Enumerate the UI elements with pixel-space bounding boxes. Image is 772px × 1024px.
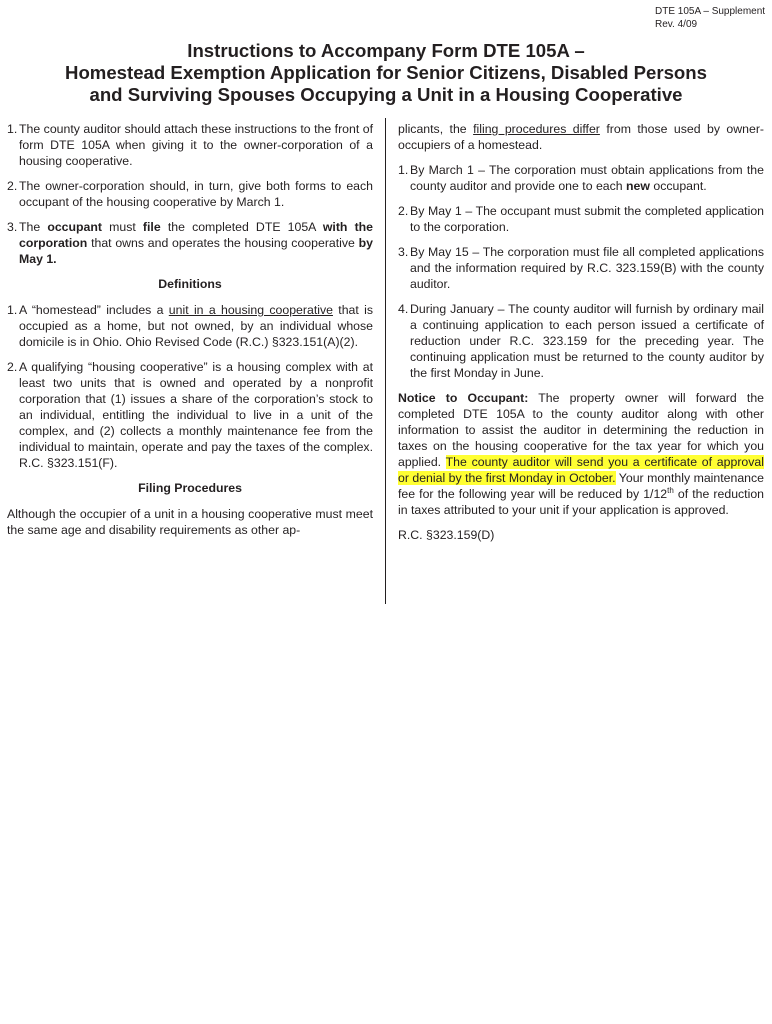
definitions-heading: Definitions	[158, 277, 222, 291]
item-text-bold: occupant	[47, 220, 102, 234]
item-text: that owns and operates the housing cooperative	[87, 236, 359, 250]
filing-procedures-heading: Filing Procedures	[138, 481, 242, 495]
definition-item	[7, 302, 373, 350]
ordinal-superscript: th	[667, 485, 674, 495]
highlighted-text: The county auditor will send you a certificate of approval or denial by the first Monday in October.	[398, 455, 764, 485]
filing-step	[398, 301, 764, 381]
item-number: 1.	[398, 163, 409, 177]
item-number: 2.	[7, 179, 18, 193]
revision-date: Rev. 4/09	[655, 19, 698, 30]
item-number: 4.	[398, 302, 409, 316]
item-text: By March 1 – The corporation must obtain applications from the county auditor and provide one to each	[410, 163, 764, 193]
form-id: DTE 105A – Supplement	[655, 6, 766, 17]
item-text: By May 1 – The occupant must submit the completed application to the corporation.	[410, 204, 764, 234]
item-text: The	[19, 220, 48, 234]
instruction-item	[7, 178, 373, 210]
item-text-bold: with the corporation	[19, 220, 374, 250]
form-header-meta	[655, 5, 765, 31]
instruction-item	[7, 121, 373, 169]
left-column	[7, 121, 373, 547]
definition-item	[7, 359, 373, 471]
title-line-2: Homestead Exemption Application for Senior Citizens, Disabled Persons	[65, 62, 707, 83]
filing-step	[398, 162, 764, 194]
paragraph-text: from those used by owner-occupiers of a homestead.	[398, 122, 765, 152]
item-number: 2.	[7, 360, 18, 374]
item-number: 1.	[7, 303, 18, 317]
item-number: 2.	[398, 204, 409, 218]
filing-step	[398, 244, 764, 292]
item-text-bold: file	[142, 220, 161, 234]
item-text: A qualifying “housing cooperative” is a housing complex with at least two units that is owned and operated by a nonprofit corporation that (1) issues a share of the corporation’s stock to an individual, entitling the individual to live in a unit of the complex, and (2) collects a monthly maintenance fee from the individual to maintain, operate and pay the taxes of the complex. R.C. §323.151(F).	[19, 360, 373, 470]
item-text: During January – The county auditor will furnish by ordinary mail a continuing application to each person issued a certificate of reduction under R.C. 323.159 for the preceding year. The continuing application must be returned to the county auditor by the first Monday in June.	[410, 302, 764, 380]
notice-text: of the reduction in taxes attributed to your unit if your application is approved.	[398, 487, 765, 517]
notice-text: Your monthly maintenance fee for the following year will be reduced by 1/12	[398, 471, 765, 501]
item-text: must	[102, 220, 143, 234]
column-divider	[385, 118, 386, 604]
item-text: The county auditor should attach these instructions to the front of form DTE 105A when giving it to the owner-corporation of a housing cooperative.	[19, 122, 373, 168]
instruction-item	[7, 219, 373, 267]
notice-to-occupant	[398, 390, 764, 518]
filing-intro: Although the occupier of a unit in a housing cooperative must meet the same age and disability requirements as other ap-	[7, 507, 373, 537]
filing-intro-continued	[398, 121, 764, 153]
item-text: A “homestead” includes a	[19, 303, 169, 317]
item-text: occupant.	[649, 179, 707, 193]
notice-label: Notice to Occupant:	[398, 391, 529, 405]
item-number: 3.	[398, 245, 409, 259]
page-title	[0, 40, 772, 106]
item-text: that is occupied as a home, but not owned, by an individual whose domicile is in Ohio. Ohio Revised Code (R.C.) §323.151(A)(2).	[19, 303, 373, 349]
item-text-bold: by May 1.	[19, 236, 373, 266]
item-number: 3.	[7, 220, 18, 234]
item-text: By May 15 – The corporation must file all completed applications and the information required by R.C. 323.159(B) with the county auditor.	[410, 245, 764, 291]
title-line-1: Instructions to Accompany Form DTE 105A –	[187, 40, 585, 61]
title-line-3: and Surviving Spouses Occupying a Unit in a Housing Cooperative	[89, 84, 683, 105]
item-text-bold: new	[626, 179, 650, 193]
item-text: The owner-corporation should, in turn, give both forms to each occupant of the housing cooperative by March 1.	[19, 179, 373, 209]
right-column	[398, 121, 764, 552]
citation: R.C. §323.159(D)	[398, 528, 495, 542]
filing-step	[398, 203, 764, 235]
item-number: 1.	[7, 122, 18, 136]
paragraph-text-underlined: filing procedures differ	[473, 122, 600, 136]
item-text-underlined: unit in a housing cooperative	[168, 303, 333, 317]
item-text: the completed DTE 105A	[160, 220, 323, 234]
paragraph-text: plicants, the	[398, 122, 474, 136]
notice-text: The property owner will forward the completed DTE 105A to the county auditor along with other information to assist the auditor in determining the reduction in taxes on the housing cooperative for the tax year for which you applied.	[398, 391, 764, 469]
